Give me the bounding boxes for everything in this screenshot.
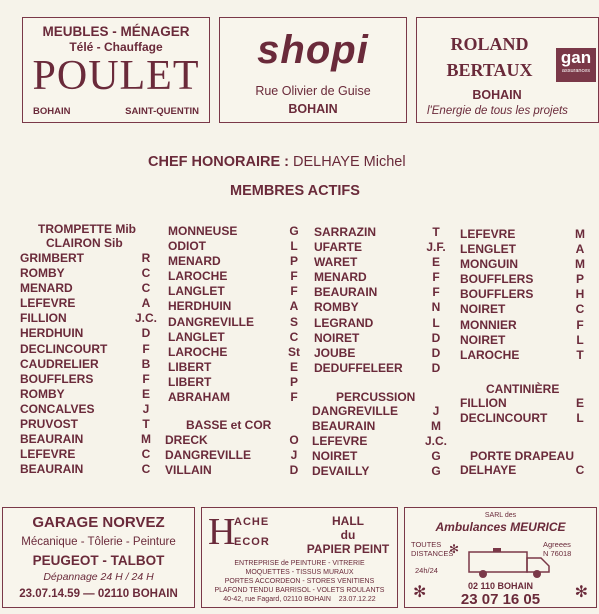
member-initial: R [141, 251, 151, 265]
member-name: SARRAZIN [314, 225, 376, 239]
member-name: DANGREVILLE [312, 404, 399, 418]
ad-poulet-city-left: BOHAIN [33, 106, 71, 117]
member-row [20, 432, 158, 447]
member-name: DECLINCOURT [20, 341, 108, 356]
chef-name: DELHAYE Michel [293, 154, 406, 170]
col4-list [460, 227, 592, 363]
ambulance-icon [467, 544, 551, 580]
member-row [460, 302, 592, 317]
member-name: DANGREVILLE [168, 314, 255, 329]
ad-meurice [404, 507, 597, 608]
member-row [460, 272, 592, 287]
ad-meurice-phone: 23 07 16 05 [460, 591, 541, 608]
member-row [20, 342, 158, 357]
member-name: FILLION [460, 396, 507, 410]
member-initial: P [289, 374, 298, 389]
member-initial: D [431, 345, 441, 360]
member-initial: F [432, 285, 440, 300]
member-name: BEAURAIN [20, 432, 84, 447]
member-initial: G [289, 224, 299, 238]
member-row [20, 281, 158, 296]
member-initial: N [431, 300, 441, 315]
ad-meurice-city: 02 110 BOHAIN [467, 581, 534, 591]
ad-decor-hall1: HALL [332, 514, 364, 528]
member-name: ROMBY [20, 266, 65, 281]
ad-decor-l1: ENTREPRISE de PEINTURE - VITRERIE [234, 560, 365, 567]
member-name: CONCALVES [20, 401, 95, 416]
member-row [314, 346, 448, 361]
col4-list-cant [460, 396, 592, 426]
ad-norvez-title: GARAGE NORVEZ [32, 514, 165, 531]
member-name: UFARTE [314, 240, 362, 255]
star-of-life-icon-left: ✻ [413, 584, 427, 601]
member-row [312, 404, 448, 419]
col3-list-perc [312, 404, 448, 479]
member-name: NOIRET [460, 302, 506, 317]
member-name: DEDUFFELEER [314, 360, 403, 375]
member-name: GRIMBERT [20, 251, 84, 265]
member-name: NOIRET [314, 330, 360, 345]
member-name: MONGUIN [460, 257, 518, 272]
member-row [20, 447, 158, 462]
member-row [165, 433, 306, 448]
member-row [312, 449, 448, 464]
member-initial: M [431, 419, 441, 434]
member-name: WARET [314, 255, 358, 270]
ad-decor [201, 507, 398, 608]
member-row [460, 287, 592, 302]
member-row [312, 434, 448, 449]
member-initial: St [288, 344, 300, 359]
ad-meurice-sarl: SARL des [484, 512, 517, 519]
member-initial: B [141, 356, 151, 371]
gan-logo [556, 48, 596, 82]
col2-list [168, 224, 306, 405]
ad-decor-l2: MOQUETTES - TISSUS MURAUX [245, 569, 354, 576]
member-initial: E [141, 386, 150, 401]
member-name: LEFEVRE [460, 227, 516, 241]
member-name: JOUBE [314, 345, 356, 360]
col3-list [314, 225, 448, 376]
member-row [20, 251, 158, 266]
member-row [460, 318, 592, 333]
member-initial: J.F. [426, 240, 446, 255]
ad-poulet-line1: MEUBLES - MÉNAGER [42, 24, 190, 39]
member-initial: C [289, 329, 299, 344]
member-name: NOIRET [312, 449, 358, 464]
member-name: HERDHUIN [20, 326, 84, 341]
member-initial: T [142, 417, 150, 432]
ad-shopi-logo: shopi [257, 28, 369, 72]
member-name: LENGLET [460, 242, 516, 257]
member-name: LIBERT [168, 359, 212, 374]
ad-decor-l3: PORTES ACCORDEON - STORES VENITIENS [224, 578, 375, 585]
col1-header2: CLAIRON Sib [46, 236, 123, 250]
member-name: ABRAHAM [168, 390, 230, 405]
ad-decor-l5: 40-42, rue Fagard, 02110 BOHAIN 23.07.12.22 [223, 596, 376, 603]
member-row [460, 333, 592, 348]
member-row [312, 419, 448, 434]
member-initial: F [142, 371, 150, 386]
member-initial: G [431, 449, 441, 464]
logo-ache: ACHE [234, 516, 270, 528]
member-initial: J.C. [134, 311, 157, 326]
member-initial: A [289, 299, 299, 314]
member-row [168, 375, 306, 390]
member-row [168, 390, 306, 405]
member-row [314, 240, 448, 255]
chef-honoraire [148, 154, 406, 170]
member-initial: D [431, 360, 441, 375]
hache-decor-logo [208, 512, 288, 556]
ad-bertaux-city: BOHAIN [472, 88, 522, 102]
member-initial: C [575, 302, 585, 317]
member-initial: M [575, 227, 585, 241]
ad-shopi-address: Rue Olivier de Guise [255, 84, 371, 98]
member-row [165, 448, 306, 463]
member-initial: D [289, 463, 299, 478]
member-name: DELHAYE [460, 463, 517, 477]
member-initial: F [290, 284, 298, 299]
member-row [314, 285, 448, 300]
ad-decor-hall2: du [340, 528, 356, 542]
member-name: BOUFFLERS [460, 272, 534, 287]
member-initial: T [432, 225, 440, 239]
member-initial: S [289, 314, 298, 329]
member-row [168, 269, 306, 284]
member-row [168, 284, 306, 299]
member-row [314, 255, 448, 270]
member-initial: O [289, 433, 299, 447]
member-row [20, 462, 158, 477]
member-name: VILLAIN [165, 463, 212, 478]
member-name: LANGLET [168, 284, 225, 299]
ad-bertaux [416, 17, 599, 123]
member-row [314, 331, 448, 346]
ad-norvez-line3: Dépannage 24 H / 24 H [43, 571, 154, 583]
member-row [168, 345, 306, 360]
ad-poulet-city-right: SAINT-QUENTIN [125, 106, 199, 117]
member-name: MONNEUSE [168, 224, 238, 238]
member-name: CAUDRELIER [20, 356, 99, 371]
member-initial: L [576, 411, 584, 426]
member-initial: L [290, 239, 298, 254]
col4-header-cant: CANTINIÈRE [486, 382, 560, 396]
member-initial: L [576, 332, 584, 347]
member-initial: F [432, 270, 440, 285]
ad-meurice-h24: 24h/24 [415, 566, 438, 575]
member-name: LANGLET [168, 329, 225, 344]
member-row [168, 239, 306, 254]
ad-poulet-line2: Télé - Chauffage [69, 40, 163, 54]
member-initial: L [432, 315, 440, 330]
member-row [168, 360, 306, 375]
member-initial: P [575, 272, 584, 287]
member-initial: H [575, 287, 585, 302]
member-name: ROMBY [314, 300, 359, 315]
member-name: LAROCHE [168, 344, 228, 359]
ad-shopi-city: BOHAIN [288, 102, 338, 116]
ad-norvez-line1: Mécanique - Tôlerie - Peinture [21, 536, 176, 548]
member-name: MONNIER [460, 317, 517, 332]
col1-list [20, 251, 158, 477]
member-row [314, 361, 448, 376]
col4-list-drap [460, 463, 592, 478]
ad-norvez-phone: 23.07.14.59 — 02110 BOHAIN [19, 588, 178, 600]
member-row [168, 299, 306, 314]
member-name: LIBERT [168, 374, 212, 389]
member-initial: F [290, 390, 298, 405]
member-row [165, 463, 306, 478]
member-row [312, 464, 448, 479]
member-name: BOUFFLERS [460, 287, 534, 302]
member-name: FILLION [20, 311, 67, 326]
member-row [20, 296, 158, 311]
ad-bertaux-line2: BERTAUX [446, 60, 533, 80]
member-row [314, 225, 448, 240]
member-row [20, 417, 158, 432]
star-of-life-icon-right: ✻ [574, 584, 588, 601]
member-initial: C [141, 447, 151, 462]
member-initial: M [141, 432, 151, 447]
member-name: LEFEVRE [312, 434, 368, 449]
member-name: LAROCHE [460, 347, 520, 362]
member-row [460, 242, 592, 257]
member-initial: J [432, 404, 440, 418]
ad-poulet [22, 17, 210, 123]
member-name: LEFEVRE [20, 447, 76, 462]
member-initial: G [431, 464, 441, 479]
member-initial: C [575, 463, 585, 477]
chef-label: CHEF HONORAIRE : [148, 154, 289, 170]
member-name: DANGREVILLE [165, 448, 252, 463]
member-name: ODIOT [168, 239, 206, 254]
member-name: MENARD [20, 281, 73, 296]
ad-meurice-distances: DISTANCES [411, 549, 454, 558]
member-row [168, 224, 306, 239]
member-initial: M [575, 257, 585, 272]
logo-ecor: ECOR [234, 536, 270, 548]
ad-meurice-toutes: TOUTES [411, 540, 442, 549]
ad-meurice-n: N 76018 [543, 549, 572, 558]
ad-bertaux-line1: ROLAND [450, 34, 529, 54]
ad-meurice-agreees: Agreees [543, 540, 571, 549]
col4-header-drap: PORTE DRAPEAU [470, 449, 575, 463]
member-name: DRECK [165, 433, 208, 447]
ad-decor-hall3: PAPIER PEINT [306, 542, 390, 556]
member-initial: A [141, 296, 151, 311]
member-name: BEAURAIN [20, 462, 84, 477]
member-name: BEAURAIN [314, 285, 378, 300]
member-row [20, 266, 158, 281]
member-initial: J [142, 401, 150, 416]
member-initial: A [575, 242, 585, 257]
member-row [168, 254, 306, 269]
ad-poulet-logo: POULET [32, 53, 200, 99]
member-row [460, 257, 592, 272]
col2-list-basse [165, 433, 306, 478]
ad-norvez [2, 507, 195, 608]
member-name: LEGRAND [314, 315, 374, 330]
member-name: ROMBY [20, 386, 65, 401]
ad-bertaux-slogan: l'Energie de tous les projets [427, 105, 568, 117]
ad-shopi [219, 17, 407, 123]
member-initial: J [290, 448, 298, 463]
ad-decor-l4: PLAFOND TENDU BARRISOL - VOLETS ROULANTS [214, 587, 385, 594]
member-initial: C [141, 266, 151, 281]
member-initial: F [576, 317, 584, 332]
member-name: NOIRET [460, 332, 506, 347]
member-row [460, 227, 592, 242]
member-initial: T [576, 347, 584, 362]
member-row [20, 357, 158, 372]
member-row [314, 270, 448, 285]
logo-h-letter: H [208, 511, 236, 553]
member-row [460, 463, 592, 478]
ad-meurice-title: Ambulances MEURICE [435, 520, 566, 534]
member-row [168, 330, 306, 345]
member-row [20, 387, 158, 402]
member-row [314, 300, 448, 315]
member-name: PRUVOST [20, 417, 79, 432]
col1-header1: TROMPETTE Mib [38, 222, 136, 236]
member-name: MENARD [314, 270, 367, 285]
member-row [168, 315, 306, 330]
member-initial: E [289, 359, 298, 374]
star-of-life-icon-mid: ✻ [449, 542, 460, 556]
col3-header-perc: PERCUSSION [336, 390, 416, 404]
member-row [460, 411, 592, 426]
member-initial: D [141, 326, 151, 341]
member-row [20, 326, 158, 341]
col2-header-basse: BASSE et COR [186, 418, 272, 432]
member-row [460, 348, 592, 363]
ad-norvez-line2: PEUGEOT - TALBOT [32, 553, 165, 568]
member-initial: D [431, 330, 441, 345]
member-initial: E [575, 396, 584, 410]
gan-logo-text: gan [560, 48, 592, 67]
member-initial: J.C. [424, 434, 447, 449]
member-row [20, 402, 158, 417]
member-name: LEFEVRE [20, 296, 76, 311]
member-row [314, 316, 448, 331]
member-name: DEVAILLY [312, 464, 370, 479]
member-name: HERDHUIN [168, 299, 232, 314]
membres-title: MEMBRES ACTIFS [230, 183, 360, 199]
member-row [20, 372, 158, 387]
member-name: MENARD [168, 254, 221, 269]
member-initial: F [142, 341, 150, 356]
member-row [20, 311, 158, 326]
member-name: BOUFFLERS [20, 371, 94, 386]
member-initial: E [431, 255, 440, 270]
gan-logo-sub: assurances [561, 68, 591, 74]
member-name: LAROCHE [168, 269, 228, 284]
member-initial: P [289, 254, 298, 269]
member-name: DECLINCOURT [460, 411, 548, 426]
member-initial: F [290, 269, 298, 284]
member-row [460, 396, 592, 411]
member-initial: C [141, 462, 151, 477]
member-initial: C [141, 281, 151, 296]
member-name: BEAURAIN [312, 419, 376, 434]
